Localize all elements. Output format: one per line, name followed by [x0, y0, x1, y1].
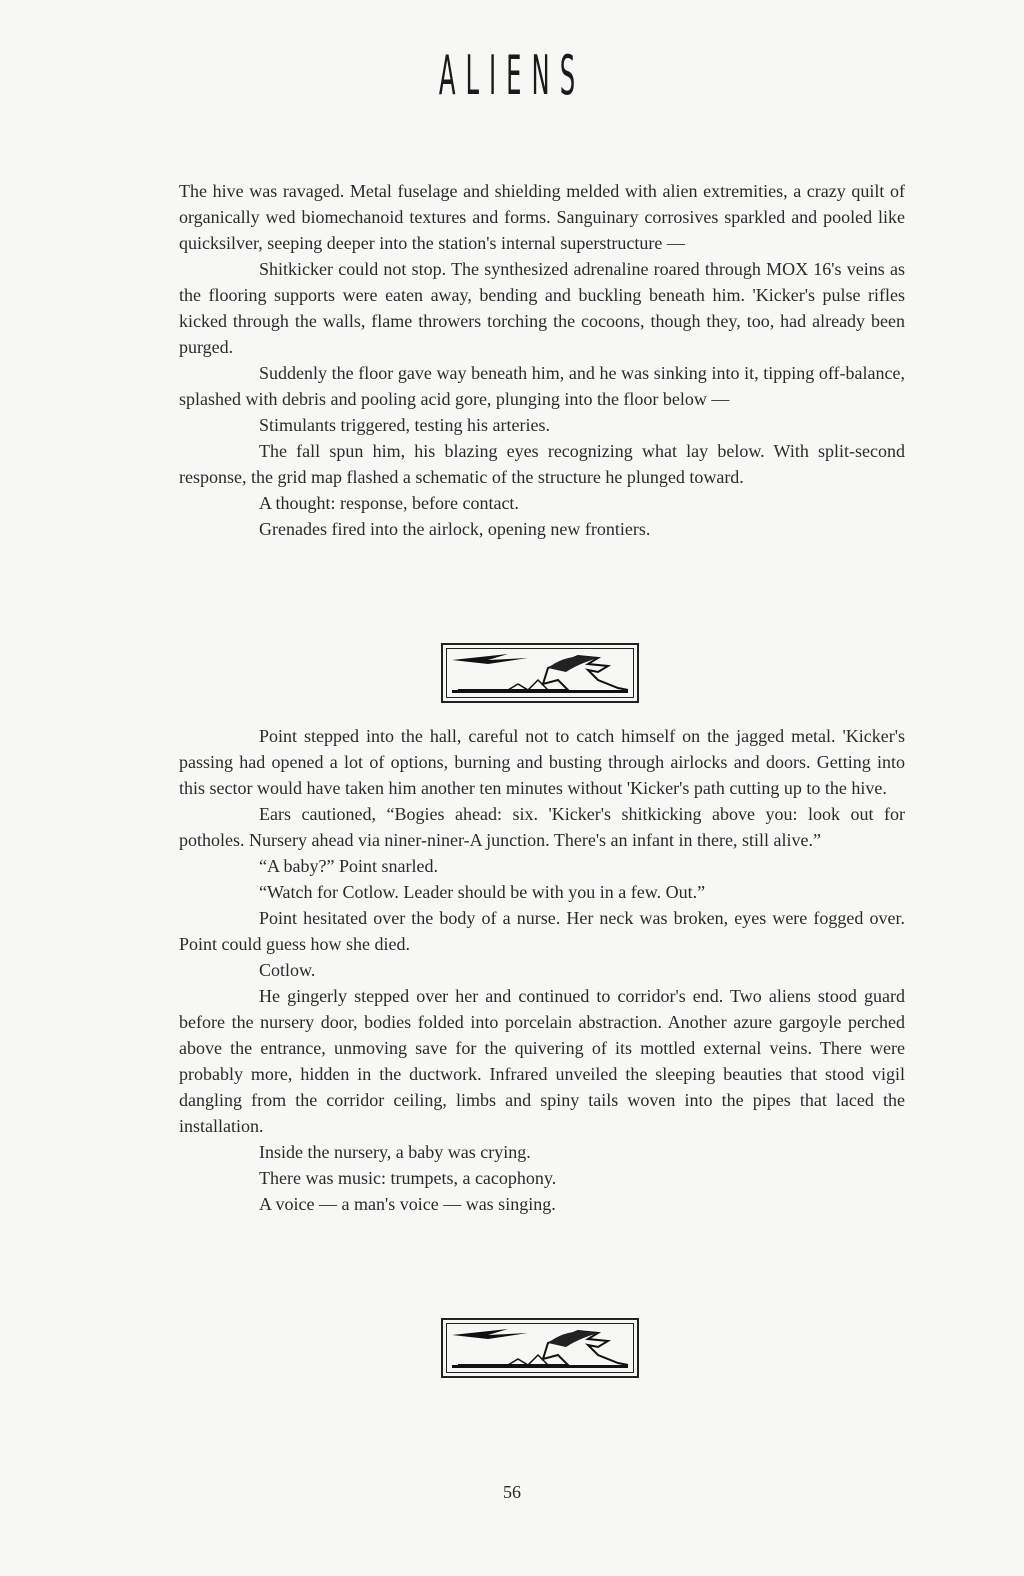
paragraph: The hive was ravaged. Metal fuselage and shielding melded with alien extremities, a crazy quilt of organically wed biomechanoid textures and forms. Sanguinary corrosives sparkled and pooled like quicksilver, seeping deeper into the station's internal superstructure —: [179, 181, 905, 253]
paragraph: Stimulants triggered, testing his arteries.: [259, 415, 550, 435]
paragraph: “Watch for Cotlow. Leader should be with you in a few. Out.”: [259, 882, 706, 902]
alien-creature-icon: [448, 650, 632, 696]
paragraph: Inside the nursery, a baby was crying.: [259, 1142, 531, 1162]
paragraph: Ears cautioned, “Bogies ahead: six. 'Kicker's shitkicking above you: look out for potholes. Nursery ahead via niner-niner-A junction. There's an infant in there, still alive.”: [179, 804, 905, 850]
paragraph: Cotlow.: [259, 960, 316, 980]
paragraph: The fall spun him, his blazing eyes recognizing what lay below. With split-second response, the grid map flashed a schematic of the structure he plunged toward.: [179, 441, 905, 487]
text-section-2: [179, 723, 905, 1217]
alien-divider-illustration: [441, 1318, 639, 1378]
paragraph: Grenades fired into the airlock, opening new frontiers.: [259, 519, 651, 539]
paragraph: A thought: response, before contact.: [259, 493, 519, 513]
paragraph: “A baby?” Point snarled.: [259, 856, 438, 876]
text-section-1: [179, 178, 905, 542]
paragraph: Point hesitated over the body of a nurse. Her neck was broken, eyes were fogged over. Point could guess how she died.: [179, 908, 905, 954]
paragraph: He gingerly stepped over her and continued to corridor's end. Two aliens stood guard before the nursery door, bodies folded into porcelain abstraction. Another azure gargoyle perched above the entrance, unmoving save for the quivering of its mottled external veins. There were probably more, hidden in the ductwork. Infrared unveiled the sleeping beauties that stood vigil dangling from the corridor ceiling, limbs and spiny tails woven into the pipes that laced the installation.: [179, 986, 905, 1136]
paragraph: A voice — a man's voice — was singing.: [259, 1194, 556, 1214]
page-number: 56: [503, 1482, 521, 1502]
paragraph: Point stepped into the hall, careful not to catch himself on the jagged metal. 'Kicker's passing had opened a lot of options, burning and busting through airlocks and doors. Getting into this sector would have taken him another ten minutes without 'Kicker's path cutting up to the hive.: [179, 726, 905, 798]
aliens-logo: ALIENS: [438, 44, 586, 107]
alien-divider-illustration: [441, 643, 639, 703]
paragraph: Shitkicker could not stop. The synthesized adrenaline roared through MOX 16's veins as the flooring supports were eaten away, bending and buckling beneath him. 'Kicker's pulse rifles kicked through the walls, flame throwers torching the cocoons, though they, too, had already been purged.: [179, 259, 905, 357]
paragraph: There was music: trumpets, a cacophony.: [259, 1168, 557, 1188]
alien-creature-icon: [448, 1325, 632, 1371]
paragraph: Suddenly the floor gave way beneath him, and he was sinking into it, tipping off-balance, splashed with debris and pooling acid gore, plunging into the floor below —: [179, 363, 905, 409]
